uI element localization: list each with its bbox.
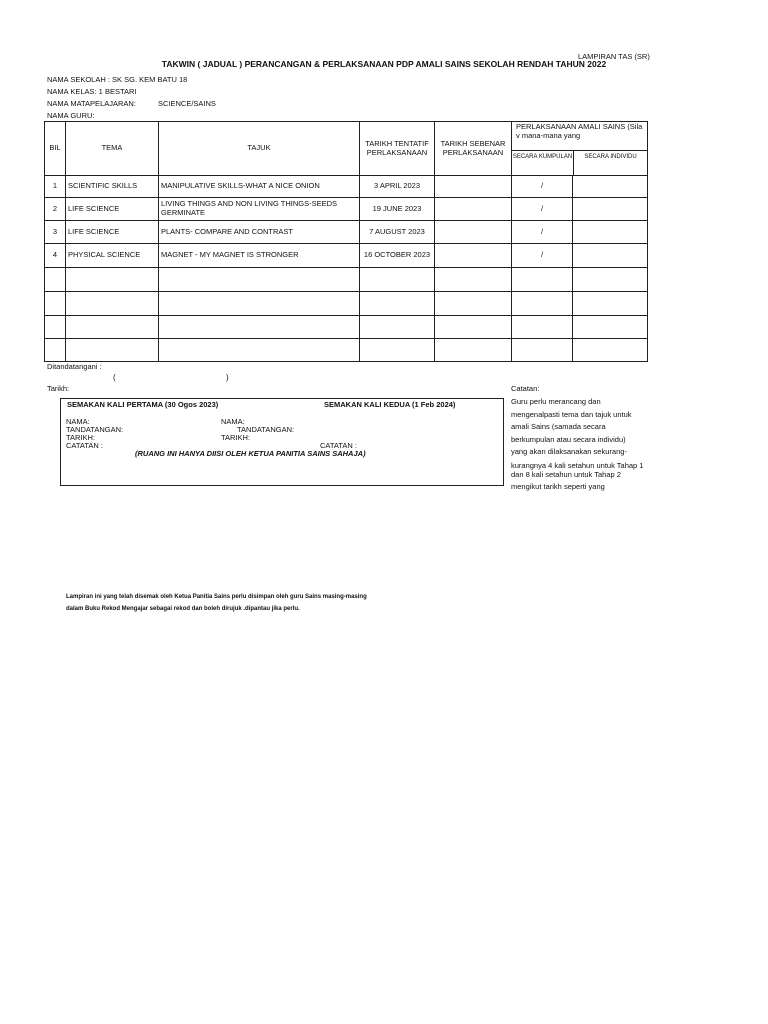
review-box bbox=[60, 398, 504, 486]
first-date-label: TARIKH: bbox=[66, 433, 96, 442]
table-row: 4 PHYSICAL SCIENCE MAGNET - MY MAGNET IS STRONGER 16 OCTOBER 2023 / bbox=[45, 244, 648, 268]
notes-text: Guru perlu merancang dan mengenalpasti tema dan tajuk untuk amali Sains (samada secara berkumpulan atau secara individu) yang akan dilaksanakan sekurang- kurangnya 4 kali setahun untuk Tahap 1 dan 8 kali setahun untuk Tahap 2 mengikut tarikh seperti yang bbox=[511, 397, 644, 491]
header-tajuk: TAJUK bbox=[159, 122, 360, 176]
signature-paren-close: ) bbox=[226, 373, 229, 382]
teacher-name: NAMA GURU: bbox=[47, 111, 95, 120]
second-name-label: NAMA: bbox=[221, 417, 245, 426]
first-review-title: SEMAKAN KALI PERTAMA (30 Ogos 2023) bbox=[67, 400, 219, 409]
signed-label: Ditandatangani : bbox=[47, 362, 102, 371]
table-row bbox=[45, 339, 648, 362]
table-row: 3 LIFE SCIENCE PLANTS- COMPARE AND CONTRAST 7 AUGUST 2023 / bbox=[45, 221, 648, 244]
second-notes-label: CATATAN : bbox=[320, 441, 357, 450]
school-name: NAMA SEKOLAH : SK SG. KEM BATU 18 bbox=[47, 75, 188, 84]
attachment-code: LAMPIRAN TAS (SR) bbox=[578, 52, 650, 61]
header-kumpulan: SECARA KUMPULAN bbox=[512, 151, 574, 175]
document-title: TAKWIN ( JADUAL ) PERANCANGAN & PERLAKSANAAN PDP AMALI SAINS SEKOLAH RENDAH TAHUN 2022 bbox=[161, 59, 607, 69]
subject-label: NAMA MATAPELAJARAN: bbox=[47, 99, 136, 108]
first-name-label: NAMA: bbox=[66, 417, 90, 426]
header-perlaksanaan-text: PERLAKSANAAN AMALI SAINS (Sila v mana-mana yang bbox=[512, 122, 647, 151]
header-tarikh-tentatif: TARIKH TENTATIF PERLAKSANAAN bbox=[360, 122, 435, 176]
header-individu: SECARA INDIVIDU bbox=[584, 154, 637, 160]
table-row: 2 LIFE SCIENCE LIVING THINGS AND NON LIVING THINGS-SEEDS GERMINATE 19 JUNE 2023 / bbox=[45, 198, 648, 221]
second-review-title: SEMAKAN KALI KEDUA (1 Feb 2024) bbox=[324, 400, 456, 409]
date-label: Tarikh: bbox=[47, 384, 70, 393]
table-row bbox=[45, 268, 648, 292]
table-row bbox=[45, 316, 648, 339]
header-tarikh-sebenar: TARIKH SEBENAR PERLAKSANAAN bbox=[435, 122, 512, 176]
schedule-table bbox=[44, 121, 648, 362]
class-name: NAMA KELAS: 1 BESTARI bbox=[47, 87, 137, 96]
signature-paren-open: ( bbox=[113, 373, 116, 382]
notes-title: Catatan: bbox=[511, 384, 540, 393]
first-notes-label: CATATAN : bbox=[66, 441, 103, 450]
footer-line-2: dalam Buku Rekod Mengajar sebagai rekod dan boleh dirujuk .dipantau jika perlu. bbox=[66, 606, 300, 612]
tick-mark: / bbox=[512, 176, 573, 198]
footer-line-1: Lampiran ini yang telah disemak oleh Ketua Panitia Sains perlu disimpan oleh guru Sains masing-masing bbox=[66, 594, 367, 600]
second-signature-label: TANDATANGAN: bbox=[237, 425, 295, 434]
second-date-label: TARIKH: bbox=[221, 433, 251, 442]
first-signature-label: TANDATANGAN: bbox=[66, 425, 124, 434]
table-row bbox=[45, 292, 648, 316]
header-bil: BIL bbox=[45, 122, 66, 176]
header-perlaksanaan bbox=[512, 122, 648, 176]
review-note: (RUANG INI HANYA DIISI OLEH KETUA PANITIA SAINS SAHAJA) bbox=[135, 449, 366, 458]
header-tema: TEMA bbox=[66, 122, 159, 176]
tick-mark: / bbox=[512, 198, 573, 221]
subject-value: SCIENCE/SAINS bbox=[158, 99, 216, 108]
tick-mark: / bbox=[512, 221, 573, 244]
tick-mark: / bbox=[512, 244, 573, 268]
table-row: 1 SCIENTIFIC SKILLS MANIPULATIVE SKILLS-WHAT A NICE ONION 3 APRIL 2023 / bbox=[45, 176, 648, 198]
